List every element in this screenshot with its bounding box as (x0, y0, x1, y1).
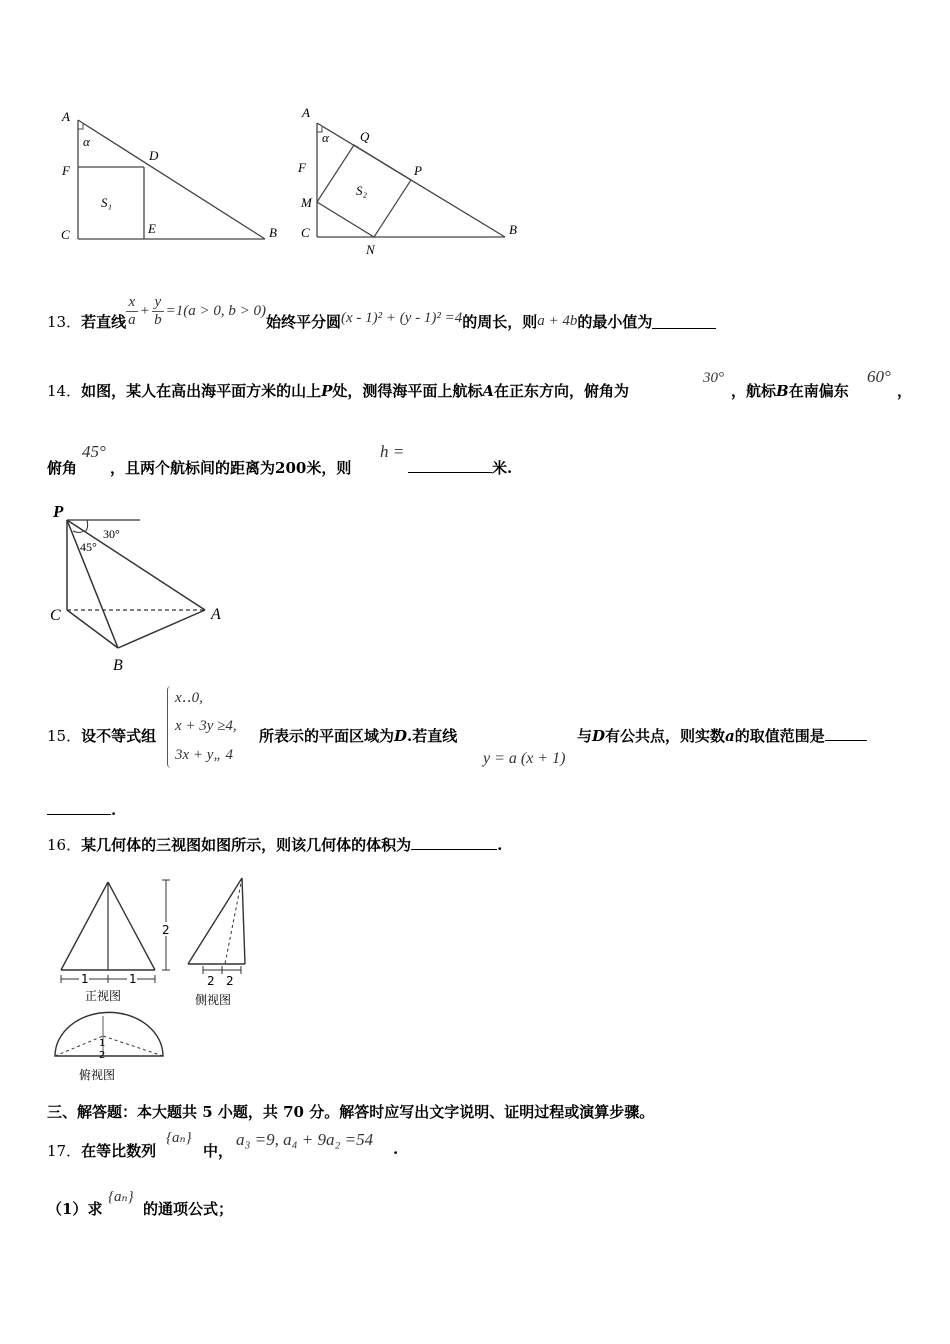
label-A: A (62, 109, 70, 124)
question-14-line-2c: 米. (408, 457, 512, 478)
question-15-end: 与D有公共点，则实数a的取值范围是 (577, 725, 867, 746)
h-equals: h = (380, 442, 405, 461)
q13-text: 若直线 (81, 312, 127, 331)
label-N: N (366, 242, 375, 257)
question-14-line-2b: ，且两个航标间的距离为200米，则 (110, 459, 352, 477)
label-D: D (149, 148, 159, 163)
line-PA (67, 520, 205, 610)
front-view-label: 正视图 (85, 989, 122, 1003)
question-17-start: 17．在等比数列 (47, 1142, 157, 1160)
question-15-wrap: . (47, 800, 116, 819)
sequence-an-part-1: {aₙ} (108, 1189, 134, 1205)
top-view-label: 俯视图 (79, 1068, 116, 1082)
top-dim-1: 1 (99, 1038, 106, 1049)
side-view (188, 878, 245, 1007)
answer-blank (652, 314, 716, 329)
question-14-line-1b: ，航标B在南偏东 (731, 382, 849, 400)
question-number: 14． (47, 382, 82, 400)
height-dimension (161, 880, 171, 970)
punct: ， (897, 382, 913, 400)
question-number: 17． (47, 1142, 82, 1160)
circle-equation: (x - 1)² + (y - 1)² =4 (340, 309, 463, 326)
question-17-part-1-end: 的通项公式； (143, 1200, 234, 1218)
label-C: C (301, 225, 310, 240)
expression: a + 4b (537, 312, 578, 329)
q13-text: 始终平分圆 (265, 312, 341, 331)
label-S1: S₁ (101, 195, 113, 210)
label-alpha: α (322, 130, 329, 145)
question-16: 16．某几何体的三视图如图所示，则该几何体的体积为 . (47, 836, 503, 854)
angle-arc-30 (85, 520, 88, 532)
label-alpha: α (83, 134, 90, 149)
answer-blank (825, 726, 867, 741)
line-equation: y = a (x + 1) (483, 750, 566, 767)
label-S2: S₂ (356, 183, 368, 198)
inequality-1: x‥0, (175, 690, 203, 706)
label-45deg: 45° (80, 540, 97, 554)
fraction-y-over-b: $\frac{y}{b}$ (154, 294, 162, 328)
question-14-line-1: 14．如图，某人在高出海平面方米的山上P处，测得海平面上航标A在正东方向，俯角为 (47, 382, 630, 400)
figure-13-right (292, 103, 532, 258)
sequence-an: {aₙ} (166, 1130, 192, 1146)
top-view (55, 1012, 163, 1082)
fraction-x-over-a: $\frac{x}{a}$ (128, 294, 136, 328)
given-conditions: a₃ =9, a₄ + 9a₂ =54 (236, 1130, 374, 1149)
question-14-line-2a: 俯角 (47, 459, 78, 477)
question-13: 13． 若直线 $\frac{x}{a}$ + $\frac{y}{b}$ =1(a > 0, b > 0) 始终平分圆 (x - 1)² + (y - 1)² =4 的周长，则 a + 4b 的最小值为 (47, 286, 716, 356)
label-F: F (62, 163, 70, 178)
question-17-mid: 中， (203, 1142, 234, 1160)
question-number: 13． (47, 312, 82, 331)
answer-blank (408, 458, 492, 473)
label-P: P (53, 502, 64, 521)
label-F: F (298, 160, 306, 175)
side-view-label: 侧视图 (195, 993, 232, 1007)
question-number: 16． (47, 836, 82, 854)
side-dim-2: 2 (226, 974, 234, 988)
label-B: B (509, 222, 517, 237)
q13-text: 的最小值为 (577, 312, 653, 331)
figure-14 (45, 498, 245, 676)
label-A: A (211, 606, 221, 623)
section-3-heading: 三、解答题：本大题共 5 小题，共 70 分。解答时应写出文字说明、证明过程或演算步骤。 (47, 1103, 655, 1121)
answer-blank (411, 835, 497, 850)
question-15-start: 15．设不等式组 (47, 727, 157, 745)
line-AB (78, 120, 265, 239)
front-view (61, 882, 155, 1003)
label-B: B (113, 657, 123, 674)
dim-2-height: 2 (162, 923, 170, 937)
angle-30: 30° (703, 370, 724, 386)
condition: =1(a > 0, b > 0) (165, 302, 266, 319)
inequality-2: x + 3y ≥4, (175, 718, 237, 734)
angle-mark (78, 124, 83, 129)
label-E: E (148, 221, 156, 236)
question-number: 15． (47, 727, 82, 745)
line-BA (118, 610, 205, 648)
question-17-end: . (393, 1140, 399, 1158)
brace (167, 686, 171, 768)
label-Q: Q (360, 129, 370, 144)
label-C: C (61, 227, 70, 242)
answer-blank-cont (47, 800, 111, 815)
label-B: B (269, 225, 277, 240)
angle-arc-45 (73, 531, 84, 533)
label-P: P (414, 163, 422, 178)
label-30deg: 30° (103, 527, 120, 541)
dim-1-left: 1 (81, 972, 89, 986)
question-17-part-1: （1）求 (47, 1200, 103, 1218)
angle-60: 60° (867, 367, 891, 386)
label-C: C (50, 607, 61, 624)
dim-1-right: 1 (129, 972, 137, 986)
q13-text: 的周长，则 (462, 312, 538, 331)
angle-45: 45° (82, 442, 106, 461)
figure-13-left (55, 105, 285, 245)
question-15-mid: 所表示的平面区域为D.若直线 (259, 727, 458, 745)
top-dim-2: 2 (99, 1050, 106, 1061)
figure-16-three-views (45, 866, 265, 1091)
label-A: A (302, 105, 310, 120)
inequality-3: 3x + y„ 4 (175, 747, 234, 763)
side-dim-1: 2 (207, 974, 215, 988)
label-M: M (301, 195, 312, 210)
